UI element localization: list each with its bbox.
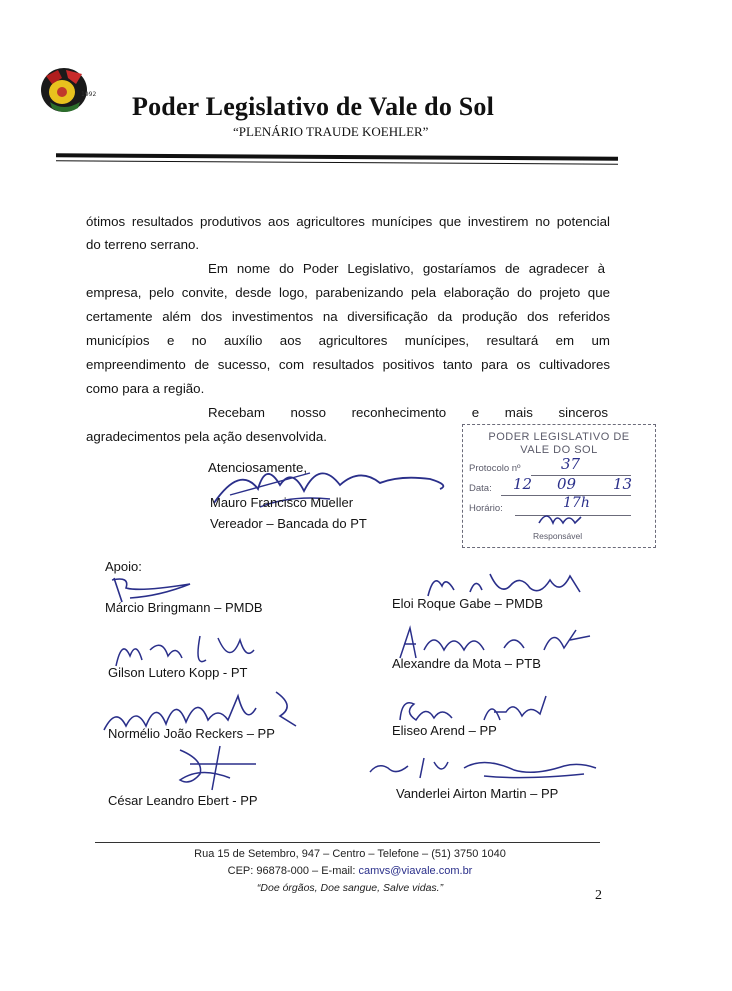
svg-text:1992: 1992: [81, 91, 97, 98]
stamp-horario-label: Horário:: [469, 503, 503, 514]
footer-cep: CEP: 96878-000 – E-mail:: [227, 865, 356, 877]
signature-scribble-ebert: [160, 742, 270, 792]
footer-slogan: “Doe órgãos, Doe sangue, Salve vidas.”: [256, 882, 444, 894]
support-signatory-name: Alexandre da Mota – PTB: [392, 656, 541, 671]
footer-contact: [0, 865, 700, 877]
stamp-protocolo-label: Protocolo nº: [469, 463, 521, 474]
support-signatory-name: Eliseo Arend – PP: [392, 723, 497, 738]
signature-scribble-martin: [364, 752, 604, 784]
protocol-stamp: [462, 424, 656, 548]
page-title: Poder Legislativo de Vale do Sol: [132, 92, 495, 121]
support-signatory-name: Normélio João Reckers – PP: [108, 726, 275, 741]
stamp-data-day: 12: [513, 475, 533, 493]
body-line: Em nome do Poder Legislativo, gostaríamos de agradecer à: [208, 261, 605, 276]
footer-email[interactable]: camvs@viavale.com.br: [358, 865, 473, 877]
page-subtitle: “PLENÁRIO TRAUDE KOEHLER”: [233, 124, 429, 139]
body-line: como para a região.: [86, 381, 205, 396]
header-rule-thick: [56, 153, 618, 160]
support-label: Apoio:: [105, 559, 142, 574]
stamp-protocolo-value: 37: [561, 455, 581, 473]
body-line: ótimos resultados produtivos aos agricultores munícipes que investirem no potencial: [86, 214, 610, 229]
body-line: municípios e no auxílio aos agricultores munícipes, resultará em um: [86, 333, 610, 348]
stamp-horario-value: 17h: [563, 495, 590, 511]
support-signatory-name: César Leandro Ebert - PP: [108, 793, 258, 808]
header-rule-thin: [56, 160, 618, 164]
body-line: Recebam nosso reconhecimento e mais sinceros: [208, 405, 608, 420]
stamp-data-year: 13: [613, 475, 633, 493]
support-signatory-name: Vanderlei Airton Martin – PP: [396, 786, 559, 801]
stamp-subtitle: VALE DO SOL: [520, 444, 598, 456]
footer-rule: [95, 842, 600, 843]
stamp-data-month: 09: [557, 475, 577, 493]
stamp-responsavel-label: Responsável: [533, 531, 583, 541]
main-signatory-name: Mauro Francisco Mueller: [210, 495, 354, 510]
main-signatory-role: Vereador – Bancada do PT: [210, 516, 367, 531]
stamp-responsavel-initials: [535, 507, 595, 531]
support-signatory-name: Eloi Roque Gabe – PMDB: [392, 596, 544, 611]
body-line: certamente além dos investimentos na diversificação da produção dos referidos: [86, 309, 610, 324]
body-line: do terreno serrano.: [86, 237, 200, 252]
body-line: empresa, pelo convite, desde logo, parabenizando pela elaboração do projeto que: [86, 285, 610, 300]
footer-address: Rua 15 de Setembro, 947 – Centro – Telefone – (51) 3750 1040: [194, 848, 506, 860]
body-line: agradecimentos pela ação desenvolvida.: [86, 429, 327, 444]
closing-salutation: Atenciosamente,: [208, 460, 308, 475]
coat-of-arms-logo: [36, 62, 97, 118]
stamp-data-label: Data:: [469, 483, 492, 494]
page-number: 2: [595, 888, 602, 903]
stamp-title: PODER LEGISLATIVO DE: [488, 431, 630, 443]
body-line: empreendimento de sucesso, com resultados positivos tanto para os cultivadores: [86, 357, 610, 372]
support-signatory-name: Gilson Lutero Kopp - PT: [108, 665, 248, 680]
support-signatory-name: Márcio Bringmann – PMDB: [105, 600, 263, 615]
